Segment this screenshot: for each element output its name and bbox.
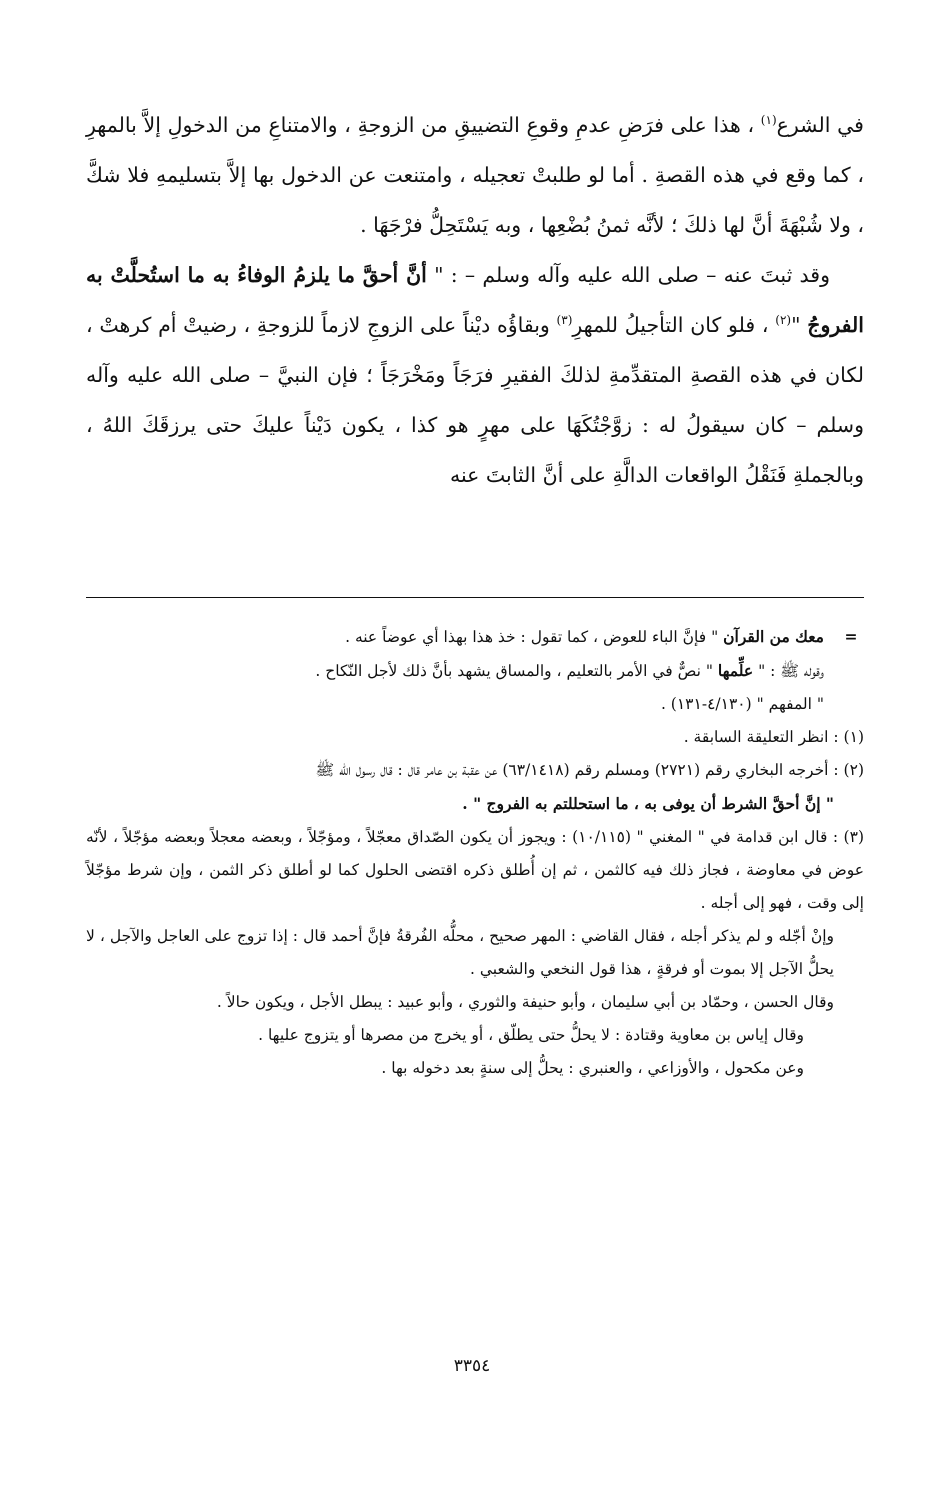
cont1-bold: معك من القرآن <box>723 627 824 646</box>
footnote-3-para-e: وعن مكحول ، والأوزاعي ، والعنبري : يحلُّ إلى سنةٍ بعد دخوله بها . <box>381 1059 804 1077</box>
footnote-ref-1: (١) <box>760 113 777 127</box>
footnote-ref-3: (٣) <box>556 313 573 327</box>
footnote-2: (٢) : أخرجه البخاري رقم (٢٧٢١) ومسلم رقم (٦٣/١٤١٨) عن عقبة بن عامر قال : قال رسول الله ﷺ <box>315 761 864 779</box>
footnote-3-para-b: وإنْ أجّله و لم يذكر أجله ، فقال القاضي : المهر صحيح ، محلُّه الفُرقةُ فإنَّ أحمد قال : إذا تزوج على العاجل والآجل ، لا يحلُّ الآجل إلا بموت أو فرقةٍ ، هذا قول النخعي والشعبي . <box>86 927 834 978</box>
p2-text-d: وبقاؤُه ديْناً على الزوجِ لازماً للزوجةِ ، رضيتْ أم كرهتْ ، لكان في هذه القصةِ المتقدِّمةِ لذلكَ الفقيرِ فرَجَاً ومَخْرَجَاً ؛ فإن النبيَّ – صلى الله عليه وآله وسلم – كان سيقولُ له : زوَّجْتُكَهَا على مهرٍ هو كذا ، يكون دَيْناً عليكَ حتى يرزقَكَ اللهُ ، وبالجملةِ فَنَقْلُ الواقعات الدالَّةِ على أنَّ الثابتَ عنه <box>86 313 864 487</box>
footnote-1: (١) : انظر التعليقة السابقة . <box>683 728 864 746</box>
p2-text-b: " <box>791 313 808 337</box>
cont1-rest: " فإنَّ الباء للعوض ، كما تقول : خذ هذا بهذا أي عوضاً عنه . <box>345 628 724 646</box>
footnote-3: (٣) : قال ابن قدامة في " المغني " (١٠/١١٥) : ويجوز أن يكون الصّداق معجّلاً ، ومؤجّلاً ، وبعضه معجلاً وبعضه مؤجّلاً ، لأنّه عوض في معاوضة ، فجاز ذلك فيه كالثمن ، ثم إن أُطلق ذكره اقتضى الحلول كما لو أطلق ذكر الثمن ، وإن شرط مؤجّلاً إلى وقت ، فهو إلى أجله . <box>86 828 864 912</box>
footnote-continuation-2 <box>86 654 864 688</box>
footnote-divider <box>86 597 864 598</box>
continuation-mark: = <box>844 627 858 646</box>
p1-text-a: في الشرع <box>776 113 864 137</box>
footnote-3-para-c: وقال الحسن ، وحمّاد بن أبي سليمان ، وأبو حنيفة والثوري ، وأبو عبيد : يبطل الأجل ، ويكون حالاً . <box>216 993 834 1011</box>
footnote-continuation-3: " المفهم " (٤/١٣٠-١٣١) . <box>660 695 824 713</box>
fn2-bold-quote: " إنَّ أحقَّ الشرط أن يوفى به ، ما استحللتم به الفروج " . <box>462 794 834 813</box>
footnote-ref-2: (٢) <box>775 313 792 327</box>
p1-text-b: ، هذا على فرَضِ عدمِ وقوعِ التضييقِ من الزوجةِ ، والامتناعِ من الدخولِ إلاَّ بالمهرِ ، كما وقع في هذه القصةِ . أما لو طلبتْ تعجيله ، وامتنعت عن الدخول بها إلاَّ بتسليمهِ فلا شكَّ ، ولا شُبْهَةَ أنَّ لها ذلكَ ؛ لأنَّه ثمنُ بُضْعِها ، وبه يَسْتَحِلُّ فرْجَهَا . <box>86 113 864 237</box>
footnote-3-para-d: وقال إياس بن معاوية وقتادة : لا يحلُّ حتى يطلّق ، أو يخرج من مصرها أو يتزوج عليها . <box>258 1026 804 1044</box>
p2-text-a: وقد ثبتَ عنه – صلى الله عليه وآله وسلم – : " <box>426 263 830 287</box>
paragraph-2 <box>86 250 864 500</box>
cont2-bold: علِّمها <box>717 661 754 680</box>
main-text <box>86 100 864 500</box>
footnotes <box>86 620 864 1085</box>
footnote-2-quote <box>86 787 864 821</box>
page-number: ٣٣٥٤ <box>453 1356 491 1376</box>
cont2-b: " نصٌّ في الأمر بالتعليم ، والمساق يشهد بأنَّ ذلك لأجل النّكاح . <box>315 662 718 680</box>
cont2-a: وقوله ﷺ : " <box>753 662 824 680</box>
hadith-quote: أنَّ أحقَّ ما يلزمُ الوفاءُ به ما استُحلَّتْ به الفروجُ <box>86 263 864 337</box>
footnote-continuation-1 <box>86 620 864 654</box>
p2-text-c: ، فلو كان التأجيلُ للمهرِ <box>572 313 776 337</box>
paragraph-1 <box>86 100 864 250</box>
